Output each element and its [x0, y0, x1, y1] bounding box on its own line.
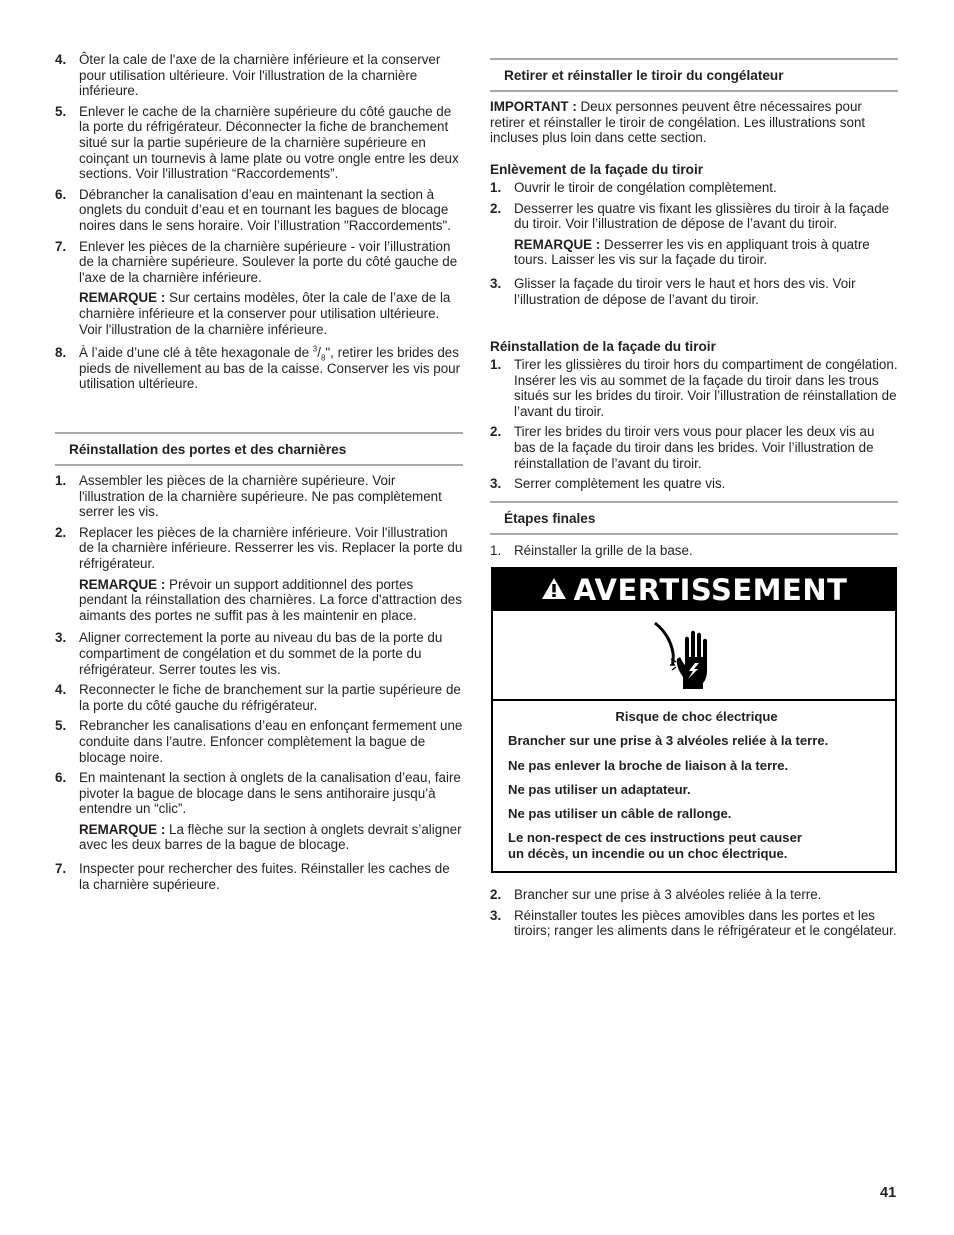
list-item	[490, 543, 898, 559]
step-text: Ouvrir le tiroir de congélation complètement.	[514, 180, 777, 195]
warning-heading: Risque de choc électrique	[615, 709, 778, 724]
step-number: 2.	[490, 200, 502, 216]
warning-consequence	[508, 830, 885, 861]
step-text: Aligner correctement la porte au niveau du bas de la porte du compartiment de congélation et du sommet de la porte du réfrigérateur. Serrer toutes les vis.	[79, 630, 443, 677]
list-item	[490, 276, 898, 307]
list-item	[490, 476, 898, 492]
section-title: Étapes finales	[504, 511, 596, 526]
warning-line: Brancher sur une prise à 3 alvéoles reliée à la terre.	[508, 733, 829, 749]
step-number: 5.	[55, 103, 67, 119]
step-text: Enlever le cache de la charnière supérieure du côté gauche de la porte du réfrigérateur. Déconnecter la fiche de branchement situé sur la partie supérieure de la charnière supérieure en coinçant un tournevis à lame plate ou votre ongle entre les deux sections. Voir l'illustration “Raccordements”.	[79, 103, 459, 182]
page-number: 41	[880, 1185, 897, 1201]
final-steps-list	[490, 887, 898, 939]
list-item	[55, 473, 463, 520]
warning-consequence-line: un décès, un incendie ou un choc électrique.	[508, 845, 788, 861]
note	[79, 822, 463, 853]
list-item	[490, 887, 898, 903]
section-header	[490, 501, 898, 535]
step-number: 1.	[490, 357, 502, 372]
step-text: Brancher sur une prise à 3 alvéoles reliée à la terre.	[514, 887, 822, 902]
list-item	[490, 201, 898, 268]
section-header	[490, 58, 898, 92]
step-text: Inspecter pour rechercher des fuites. Réinstaller les caches de la charnière supérieure.	[79, 861, 450, 892]
list-item	[55, 239, 463, 338]
reinstall-steps-list	[55, 473, 463, 892]
step-text: Rebrancher les canalisations d’eau en enfonçant fermement une conduite dans l’autre. Enfoncer complètement la bague de blocage noire.	[79, 718, 463, 765]
step-text: En maintenant la section à onglets de la canalisation d’eau, faire pivoter la bague de blocage dans le sens antihoraire jusqu’à entendre un “clic”.	[79, 770, 461, 817]
warning-pictogram	[491, 611, 897, 701]
fraction-denominator: 8	[320, 353, 326, 363]
step-text: Enlever les pièces de la charnière supérieure - voir l’illustration de la charnière supérieure. Soulever la porte du côté gauche de l'axe de la charnière inférieure.	[79, 238, 458, 285]
important-text: Deux personnes peuvent être nécessaires pour retirer et réinstaller le tiroir de congélation. Les illustrations sont incluses plus loin dans cette section.	[490, 99, 866, 146]
step-text: Desserrer les quatre vis fixant les glissières du tiroir à la façade du tiroir. Voir l’illustration de dépose de l’avant du tiroir.	[514, 200, 890, 232]
list-item	[490, 180, 898, 196]
step-number: 3.	[490, 907, 502, 923]
step-text: Tirer les brides du tiroir vers vous pour placer les deux vis au bas de la façade du tiroir dans les brides. Voir l’illustration de réinstallation de l’avant du tiroir.	[514, 424, 875, 471]
subsection-title: Réinstallation de la façade du tiroir	[490, 339, 716, 354]
step-text: Tirer les glissières du tiroir hors du compartiment de congélation. Insérer les vis au sommet de la façade du tiroir dans les trous situés sur les brides du tiroir. Voir l’illustration de réinstallation de l’avant du tiroir.	[514, 357, 898, 419]
step-number: 1.	[55, 473, 67, 488]
list-item	[490, 908, 898, 939]
step-number: 2.	[490, 887, 502, 902]
step-text: Ôter la cale de l'axe de la charnière inférieure et la conserver pour utilisation ultérieure. Voir l'illustration de la charnière inférieure.	[79, 52, 441, 99]
step-text: Serrer complètement les quatre vis.	[514, 476, 726, 492]
warning-text	[508, 709, 885, 861]
section-title: Retirer et réinstaller le tiroir du congélateur	[504, 68, 784, 83]
list-item	[55, 104, 463, 182]
step-number: 2.	[490, 424, 502, 440]
warning-title: AVERTISSEMENT	[573, 573, 848, 607]
note	[79, 290, 463, 337]
list-item	[55, 630, 463, 677]
step-number: 2.	[55, 524, 67, 540]
note-text: Desserrer les vis en appliquant trois à quatre tours. Laisser les vis sur la façade du tiroir.	[514, 236, 870, 268]
subsection-title: Enlèvement de la façade du tiroir	[490, 162, 704, 177]
step-number: 6.	[55, 770, 67, 786]
step-number: 8.	[55, 345, 67, 361]
list-item	[55, 770, 463, 853]
step-number: 3.	[490, 275, 502, 291]
step-text: Glisser la façade du tiroir vers le haut et hors des vis. Voir l’illustration de dépose de l’avant du tiroir.	[514, 275, 856, 307]
step-number: 3.	[490, 476, 502, 492]
list-item	[55, 525, 463, 624]
note-label: REMARQUE :	[79, 821, 166, 837]
list-item	[55, 52, 463, 99]
fraction-numerator: 3	[312, 344, 318, 354]
note-label: REMARQUE :	[79, 576, 166, 592]
step-number: 3.	[55, 630, 67, 646]
step-text: ", retirer les brides des pieds de nivellement au bas de la caisse. Conserver les vis pour utilisation ultérieure.	[79, 345, 461, 392]
warning-triangle-icon	[541, 577, 567, 604]
section-title: Réinstallation des portes et des charnières	[69, 442, 347, 457]
step-text: Réinstaller toutes les pièces amovibles dans les portes et les tiroirs; ranger les aliments dans le réfrigérateur et le congélateur.	[514, 907, 897, 939]
warning-line: Ne pas enlever la broche de liaison à la terre.	[508, 757, 789, 773]
step-number: 4.	[55, 682, 67, 698]
warning-header	[493, 569, 895, 611]
final-steps-list	[490, 543, 898, 559]
note-text: Prévoir un support additionnel des portes pendant la réinstallation des charnières. La force d'attraction des aimants des portes ne suffit pas à les maintenir en place.	[79, 576, 462, 623]
step-text: Assembler les pièces de la charnière supérieure. Voir l'illustration de la charnière supérieure. Ne pas complètement serrer les vis.	[79, 473, 442, 520]
list-item	[55, 718, 463, 765]
warning-consequence-line: Le non-respect de ces instructions peut causer	[508, 830, 802, 846]
list-item	[55, 861, 463, 892]
section-header	[55, 432, 463, 466]
drawer-removal-steps	[490, 180, 898, 307]
warning-line: Ne pas utiliser un adaptateur.	[508, 781, 691, 797]
step-text: Replacer les pièces de la charnière inférieure. Voir l'illustration de la charnière inférieure. Resserrer les vis. Replacer la porte du réfrigérateur.	[79, 524, 463, 571]
drawer-reinstall-steps	[490, 357, 898, 492]
list-item: 8. À l’aide d’une clé à tête hexagonale de $^3/_8$", retirer les brides des pieds de nivellement au bas de la caisse. Conserver les vis pour utilisation ultérieure.	[55, 344, 461, 392]
step-text: Réinstaller la grille de la base.	[514, 543, 693, 558]
note-text: La flèche sur la section à onglets devrait s’aligner avec les deux barres de la bague de blocage.	[79, 821, 462, 853]
important-note	[490, 99, 898, 146]
note-text: Sur certains modèles, ôter la cale de l’axe de la charnière inférieure et la conserver pour utilisation ultérieure. Voir l'illustration de la charnière inférieure.	[79, 290, 451, 337]
step-number: 6.	[55, 186, 67, 202]
electric-shock-hand-icon	[651, 619, 719, 693]
step-number: 5.	[55, 718, 67, 734]
note	[79, 577, 463, 624]
list-item	[55, 187, 463, 234]
step-number: 7.	[55, 238, 67, 254]
important-label: IMPORTANT :	[490, 99, 577, 114]
step-text: Reconnecter le fiche de branchement sur la partie supérieure de la porte du côté gauche du réfrigérateur.	[79, 682, 461, 713]
step-number: 7.	[55, 861, 67, 877]
removal-steps-list	[55, 52, 463, 392]
warning-box	[491, 567, 897, 873]
note	[514, 237, 898, 268]
step-text: À l’aide d’une clé à tête hexagonale de	[79, 345, 313, 361]
step-number: 1.	[490, 180, 502, 195]
note-label: REMARQUE :	[514, 236, 601, 252]
list-item	[55, 682, 463, 713]
warning-line: Ne pas utiliser un câble de rallonge.	[508, 806, 732, 822]
step-text: Débrancher la canalisation d’eau en maintenant la section à onglets du conduit d’eau et en tournant les bagues de blocage noires dans le sens horaire. Voir l’illustration "Raccordements".	[79, 186, 451, 233]
list-item	[490, 424, 898, 471]
note-label: REMARQUE :	[79, 290, 166, 306]
list-item	[490, 357, 898, 419]
step-number: 1.	[490, 543, 502, 558]
step-number: 4.	[55, 52, 67, 67]
